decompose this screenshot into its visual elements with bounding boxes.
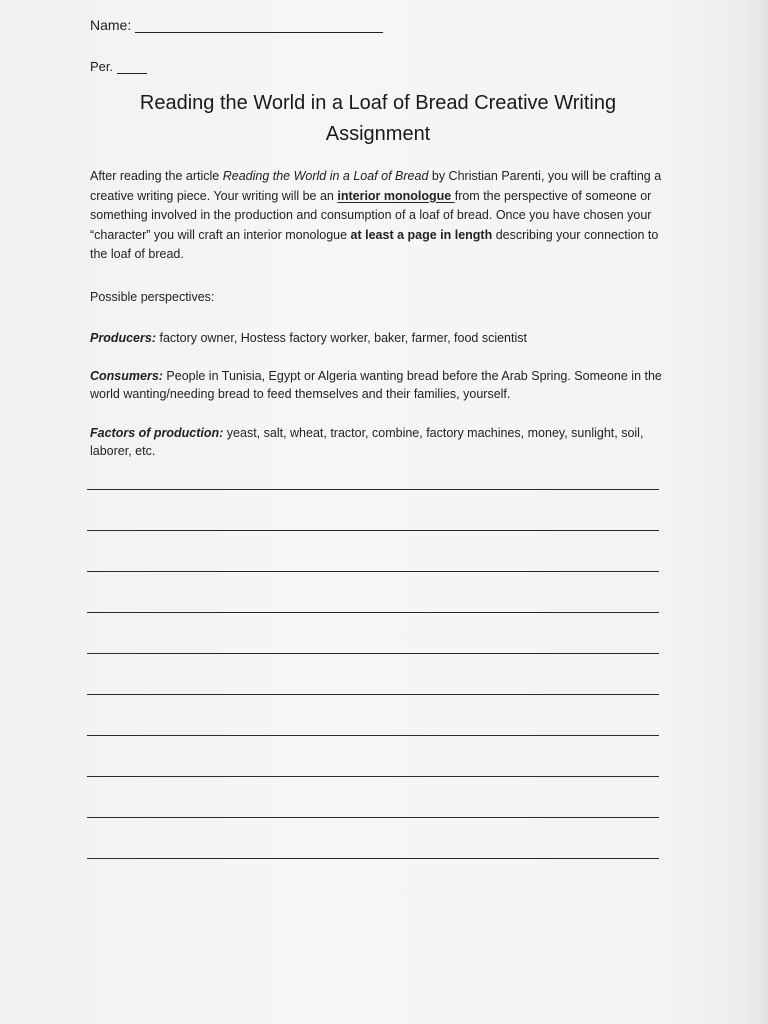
writing-line-5[interactable]	[87, 653, 659, 654]
intro-text-1: After reading the article	[90, 169, 223, 183]
consumers-item	[90, 367, 670, 403]
period-label: Per.	[90, 59, 114, 74]
name-blank-line	[135, 17, 383, 33]
interior-monologue-emphasis: interior monologue	[337, 188, 455, 203]
period-blank-line	[117, 60, 147, 74]
writing-line-7[interactable]	[87, 735, 659, 736]
perspectives-heading: Possible perspectives:	[90, 290, 215, 304]
producers-text: factory owner, Hostess factory worker, baker, farmer, food scientist	[156, 331, 527, 345]
consumers-text: People in Tunisia, Egypt or Algeria wanting bread before the Arab Spring. Someone in the world wanting/needing bread to feed themselves and their families, yourself.	[90, 369, 662, 401]
intro-text-3: from the perspective of someone or something involved in the production and consumption of a loaf of bread. Once you have chosen your “character” you will craft an interior monologue	[90, 188, 652, 242]
page-length-emphasis: at least a page in length	[350, 227, 493, 242]
writing-line-9[interactable]	[87, 817, 659, 818]
page-title	[90, 88, 666, 150]
title-line-2: Assignment	[325, 123, 431, 145]
factors-item	[90, 424, 670, 460]
writing-line-4[interactable]	[87, 612, 659, 613]
intro-text-4: describing your connection to the loaf of bread.	[90, 227, 659, 261]
writing-line-3[interactable]	[87, 571, 659, 572]
article-title: Reading the World in a Loaf of Bread	[222, 169, 429, 183]
consumers-label: Consumers:	[90, 369, 163, 383]
writing-line-6[interactable]	[87, 694, 659, 695]
producers-label: Producers:	[90, 331, 156, 345]
writing-line-2[interactable]	[87, 530, 659, 531]
title-line-1: Reading the World in a Loaf of Bread Creative Writing	[139, 92, 617, 114]
name-row	[90, 17, 383, 33]
page-edge-shadow	[738, 0, 768, 1024]
writing-line-1[interactable]	[87, 489, 659, 490]
name-label: Name:	[90, 17, 132, 33]
intro-paragraph	[90, 167, 670, 265]
period-row	[90, 59, 147, 74]
producers-item	[90, 329, 670, 347]
writing-line-8[interactable]	[87, 776, 659, 777]
factors-text: yeast, salt, wheat, tractor, combine, factory machines, money, sunlight, soil, laborer, etc.	[90, 426, 644, 458]
writing-line-10[interactable]	[87, 858, 659, 859]
factors-label: Factors of production:	[90, 426, 224, 440]
intro-text-2: by Christian Parenti, you will be crafting a creative writing piece. Your writing will be an	[90, 169, 662, 203]
